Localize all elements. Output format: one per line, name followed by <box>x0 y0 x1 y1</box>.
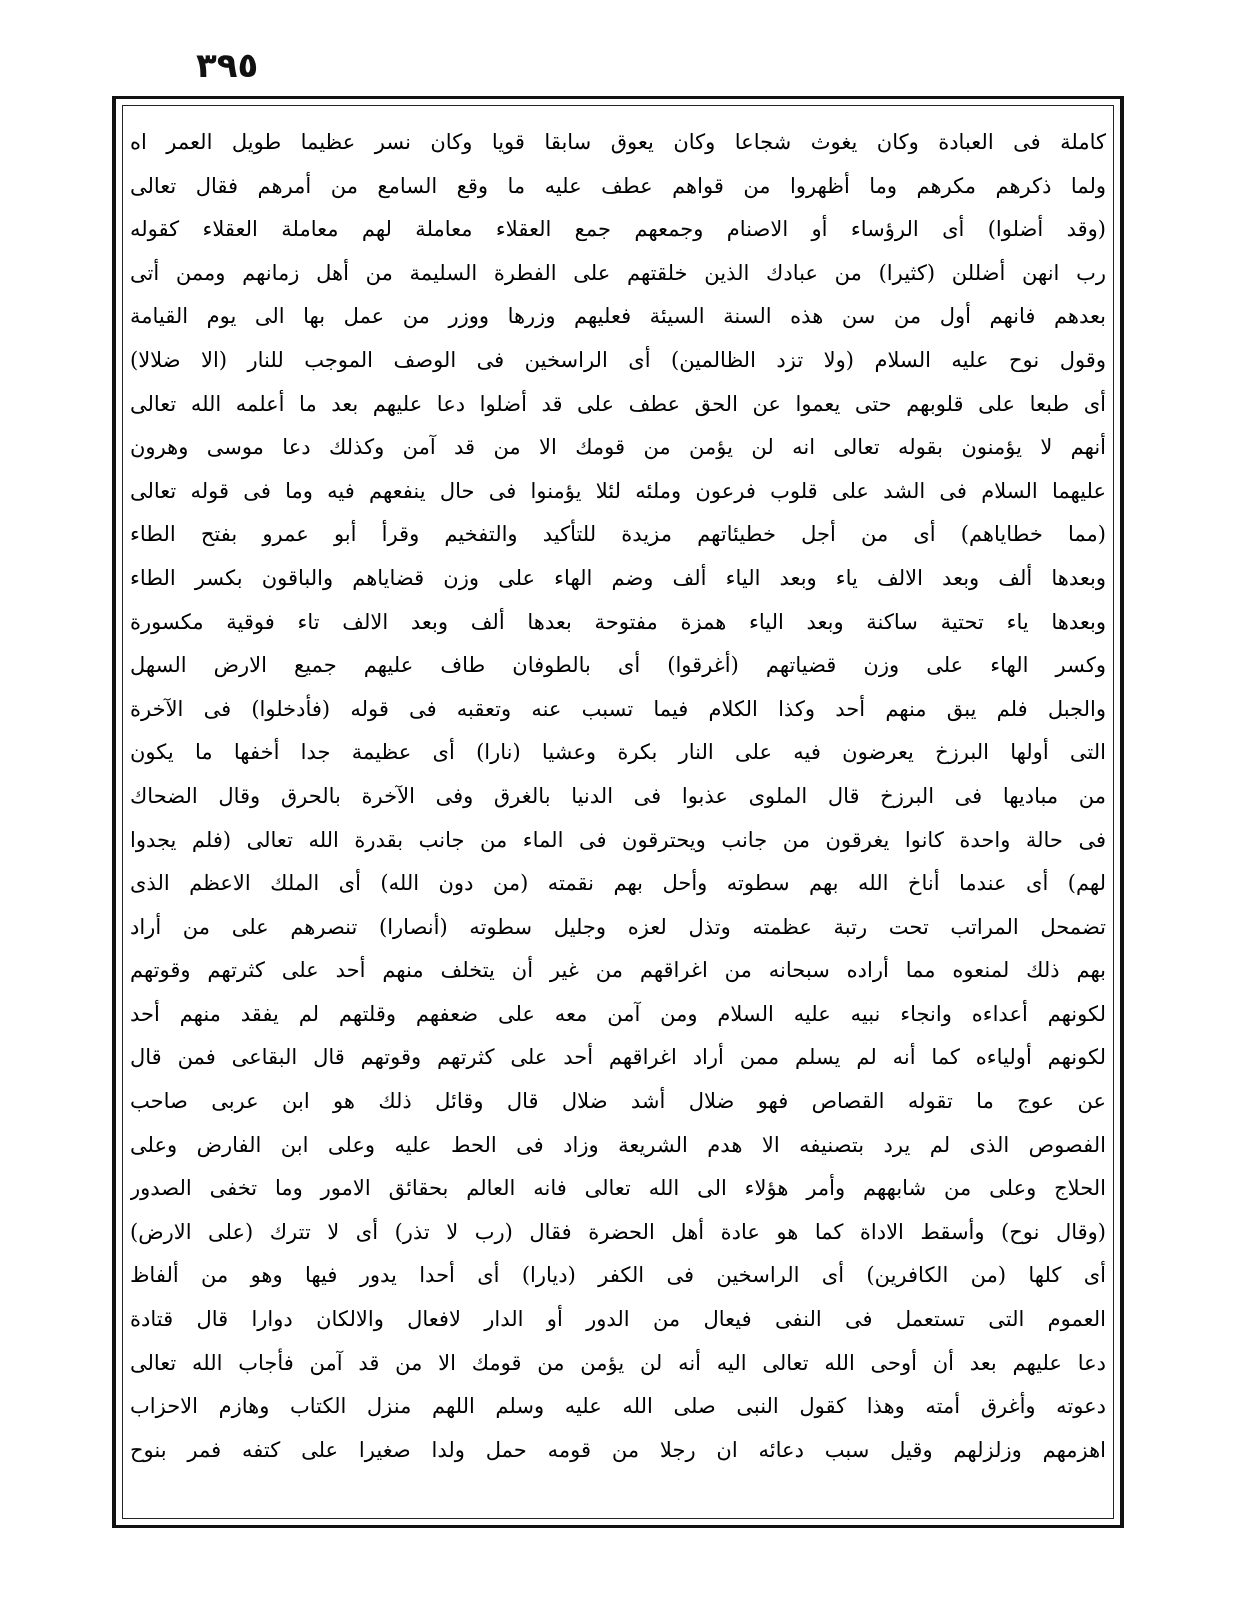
page-number: ٣٩٥ <box>196 46 259 86</box>
text-line: (وقال نوح) وأسقط الاداة كما هو عادة أهل الحضرة فقال (رب لا تذر) أى لا تترك (على الارض) <box>130 1219 1106 1244</box>
text-line: (وقد أضلوا) أى الرؤساء أو الاصنام وجمعهم جمع العقلاء معاملة لهم معاملة العقلاء كقوله <box>130 217 1106 242</box>
text-line: وبعدها ياء تحتية ساكنة وبعد الياء همزة مفتوحة بعدها ألف وبعد الالف تاء فوقية مكسورة <box>130 609 1106 634</box>
text-line: لكونهم أعداءه وانجاء نبيه عليه السلام ومن آمن معه على ضعفهم وقلتهم لم يفقد منهم أحد <box>130 1001 1106 1026</box>
text-line: دعا عليهم بعد أن أوحى الله تعالى اليه أنه لن يؤمن من قومك الا من قد آمن فأجاب الله تعالى <box>130 1350 1106 1375</box>
text-line: الفصوص الذى لم يرد بتصنيفه الا هدم الشريعة وزاد فى الحط عليه وعلى ابن الفارض وعلى <box>130 1132 1106 1157</box>
text-line: وكسر الهاء على وزن قضياتهم (أغرقوا) أى بالطوفان طاف عليهم جميع الارض السهل <box>130 653 1106 678</box>
text-line: من مباديها فى البرزخ قال الملوى عذبوا فى الدنيا بالغرق وفى الآخرة بالحرق وقال الضحاك <box>130 783 1106 808</box>
body-text <box>130 121 1106 1517</box>
text-line: كاملة فى العبادة وكان يغوث شجاعا وكان يعوق سابقا قويا وكان نسر عظيما طويل العمر اه <box>130 130 1106 154</box>
text-line: فى حالة واحدة كانوا يغرقون من جانب ويحترقون فى الماء من جانب بقدرة الله تعالى (فلم يجدوا <box>130 827 1106 852</box>
text-line: وقول نوح عليه السلام (ولا تزد الظالمين) أى الراسخين فى الوصف الموجب للنار (الا ضلالا) <box>130 347 1106 372</box>
text-line: بهم ذلك لمنعوه مما أراده سبحانه من اغراقهم من غير أن يتخلف منهم أحد على كثرتهم وقوتهم <box>130 958 1106 983</box>
text-line: عليهما السلام فى الشد على قلوب فرعون وملئه لئلا يؤمنوا فى حال ينفعهم فيه وما فى قوله تعالى <box>130 478 1106 503</box>
text-line: (مما خطاياهم) أى من أجل خطيئاتهم مزيدة للتأكيد والتفخيم وقرأ أبو عمرو بفتح الطاء <box>130 522 1106 547</box>
text-line: تضمحل المراتب تحت رتبة عظمته وتذل لعزه وجليل سطوته (أنصارا) تنصرهم على من أراد <box>130 914 1106 939</box>
text-line: وبعدها ألف وبعد الالف ياء وبعد الياء ألف وضم الهاء على وزن قضاياهم والباقون بكسر الطاء <box>130 565 1106 590</box>
text-line: والجبل فلم يبق منهم أحد وكذا الكلام فيما تسبب عنه وتعقبه فى قوله (فأدخلوا) فى الآخرة <box>130 696 1106 721</box>
text-line: دعوته وأغرق أمته وهذا كقول النبى صلى الله عليه وسلم اللهم منزل الكتاب وهازم الاحزاب <box>130 1394 1106 1419</box>
text-line: أى كلها (من الكافرين) أى الراسخين فى الكفر (ديارا) أى أحدا يدور فيها وهو من ألفاظ <box>130 1263 1106 1288</box>
text-line: التى أولها البرزخ يعرضون فيه على النار بكرة وعشيا (نارا) أى عظيمة جدا أخفها ما يكون <box>130 740 1106 765</box>
text-line: بعدهم فانهم أول من سن هذه السنة السيئة فعليهم وزرها ووزر من عمل بها الى يوم القيامة <box>130 304 1106 329</box>
page-frame <box>112 96 1124 1528</box>
text-line: العموم التى تستعمل فى النفى فيعال من الدور أو الدار لافعال والالكان دوارا قال قتادة <box>130 1307 1106 1332</box>
text-line: الحلاج وعلى من شابههم وأمر هؤلاء الى الله تعالى فانه العالم بحقائق الامور وما تخفى الصدور <box>130 1176 1106 1201</box>
text-line: رب انهن أضللن (كثيرا) من عبادك الذين خلقتهم على الفطرة السليمة من أهل زمانهم وممن أتى <box>130 260 1106 285</box>
text-line: لكونهم أولياءه كما أنه لم يسلم ممن أراد اغراقهم أحد على كثرتهم وقوتهم قال البقاعى فمن قال <box>130 1045 1106 1070</box>
text-line: اهزمهم وزلزلهم وقيل سبب دعائه ان رجلا من قومه حمل ولدا صغيرا على كتفه فمر بنوح <box>130 1437 1106 1462</box>
text-line: عن عوج ما تقوله القصاص فهو ضلال أشد ضلال قال وقائل ذلك هو ابن عربى صاحب <box>130 1089 1106 1114</box>
text-line: لهم) أى عندما أناخ الله بهم سطوته وأحل بهم نقمته (من دون الله) أى الملك الاعظم الذى <box>130 871 1106 896</box>
text-line: أى طبعا على قلوبهم حتى يعموا عن الحق عطف على قد أضلوا دعا عليهم بعد ما أعلمه الله تعالى <box>130 391 1106 416</box>
text-line: أنهم لا يؤمنون بقوله تعالى انه لن يؤمن من قومك الا من قد آمن وكذلك دعا موسى وهرون <box>130 435 1106 460</box>
text-line: ولما ذكرهم مكرهم وما أظهروا من قواهم عطف عليه ما وقع السامع من أمرهم فقال تعالى <box>130 173 1106 198</box>
